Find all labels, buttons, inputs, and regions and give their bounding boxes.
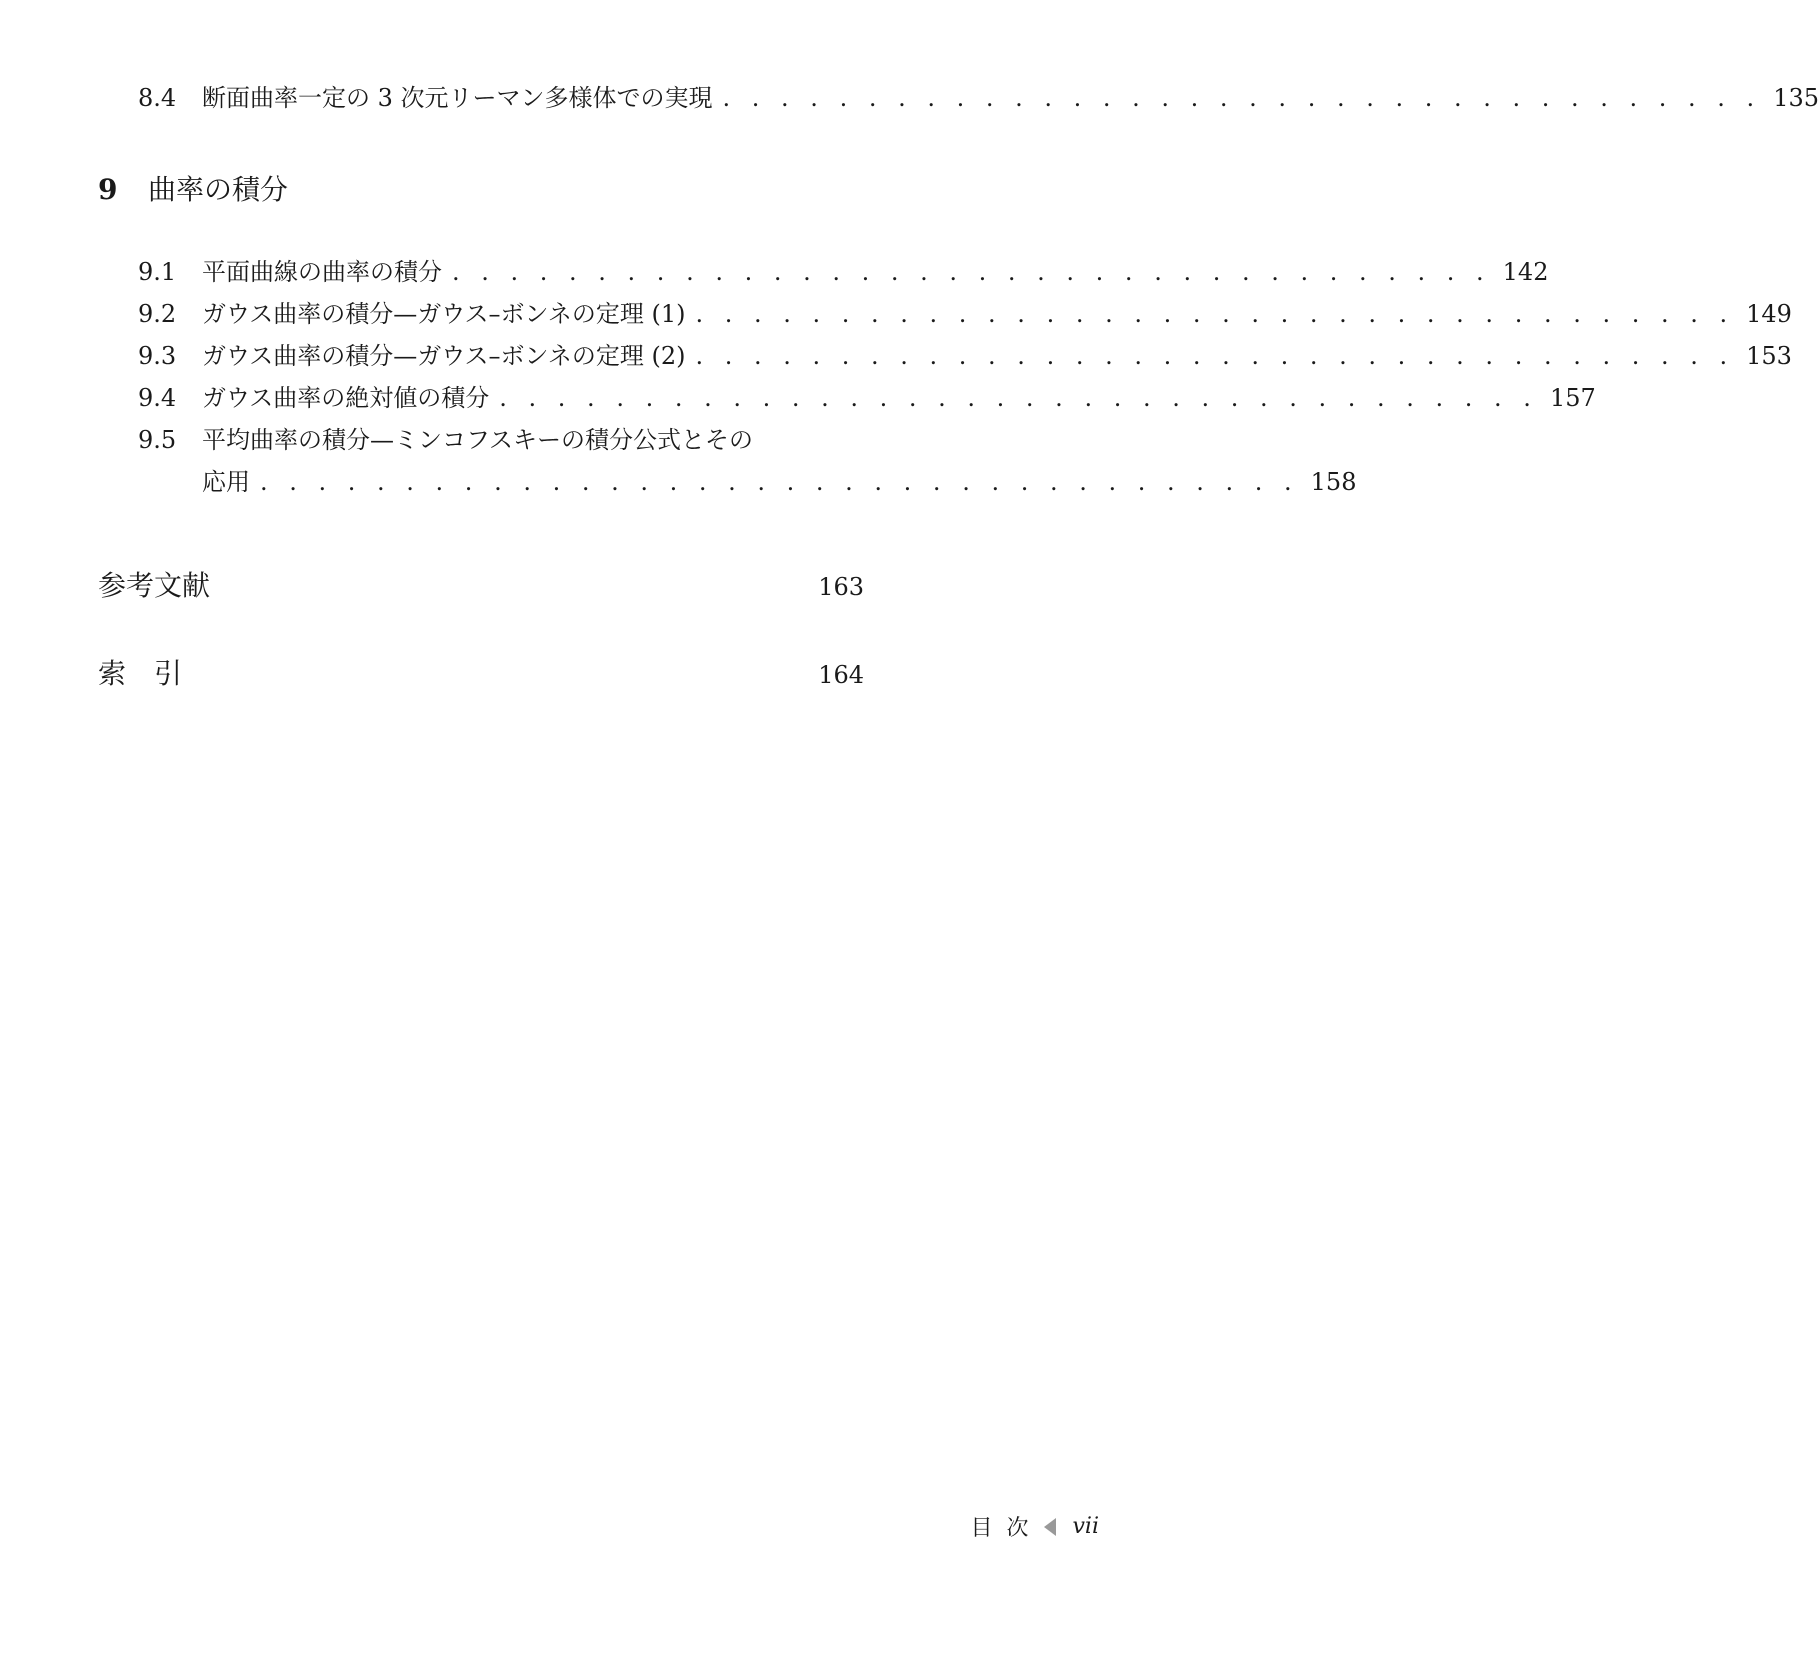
section-title: 平面曲線の曲率の積分 [202, 258, 442, 286]
page-number: 149 [1746, 300, 1792, 328]
section-title: ガウス曲率の積分—ガウス–ボンネの定理 (1) [202, 300, 686, 328]
toc-entry-9-5-continued[interactable] [138, 462, 1357, 502]
dot-leader: . . . . . . . . . . . . . . . . . . . . . . . . . . . . . . . . . . . . [260, 468, 1299, 496]
dot-leader: . . . . . . . . . . . . . . . . . . . . . . . . . . . . . . . . . . . . [695, 300, 1735, 328]
section-number: 9.2 [138, 300, 177, 328]
footer-title: 目次 [970, 1516, 1043, 1541]
chapter-title: 曲率の積分 [148, 173, 289, 206]
section-number: 9.3 [138, 342, 177, 370]
dot-leader: . . . . . . . . . . . . . . . . . . . . . . . . . . . . . . . . . . . . [722, 84, 1762, 112]
toc-entry-8-4[interactable] [138, 78, 1819, 118]
triangle-left-icon [1044, 1518, 1056, 1536]
chapter-number: 9 [98, 173, 118, 206]
toc-entry-9-3[interactable] [138, 336, 1792, 376]
page-footer [970, 1511, 1099, 1542]
toc-entry-9-1[interactable] [138, 252, 1549, 292]
toc-entry-9-4[interactable] [138, 378, 1596, 418]
footer-page-number: vii [1072, 1514, 1099, 1539]
index-title: 索 引 [98, 657, 183, 690]
page-number: 157 [1549, 384, 1596, 412]
toc-entry-9-2[interactable] [138, 294, 1792, 334]
page-number: 164 [818, 661, 864, 689]
chapter-9-heading[interactable] [98, 168, 864, 212]
section-number: 9.1 [138, 258, 177, 286]
section-title: 平均曲率の積分—ミンコフスキーの積分公式とその [202, 426, 754, 454]
section-number: 8.4 [138, 84, 177, 112]
section-title: ガウス曲率の絶対値の積分 [202, 384, 490, 412]
dot-leader: . . . . . . . . . . . . . . . . . . . . . . . . . . . . . . . . . . . . [695, 342, 1735, 370]
section-title: ガウス曲率の積分—ガウス–ボンネの定理 (2) [202, 342, 686, 370]
section-title: 断面曲率一定の 3 次元リーマン多様体での実現 [202, 84, 713, 112]
page-number: 163 [818, 573, 864, 601]
references-heading[interactable] [98, 564, 864, 609]
section-number: 9.5 [138, 426, 177, 454]
page-number: 142 [1502, 258, 1549, 286]
section-title-continued: 応用 [202, 468, 250, 496]
toc-entry-9-5[interactable] [138, 420, 864, 460]
page-number: 153 [1746, 342, 1792, 370]
section-number: 9.4 [138, 384, 177, 412]
dot-leader: . . . . . . . . . . . . . . . . . . . . . . . . . . . . . . . . . . . . [499, 384, 1538, 412]
references-title: 参考文献 [98, 569, 211, 602]
page-number: 135 [1773, 84, 1819, 112]
index-heading[interactable] [98, 652, 864, 697]
page-number: 158 [1310, 468, 1357, 496]
dot-leader: . . . . . . . . . . . . . . . . . . . . . . . . . . . . . . . . . . . . [452, 258, 1491, 286]
